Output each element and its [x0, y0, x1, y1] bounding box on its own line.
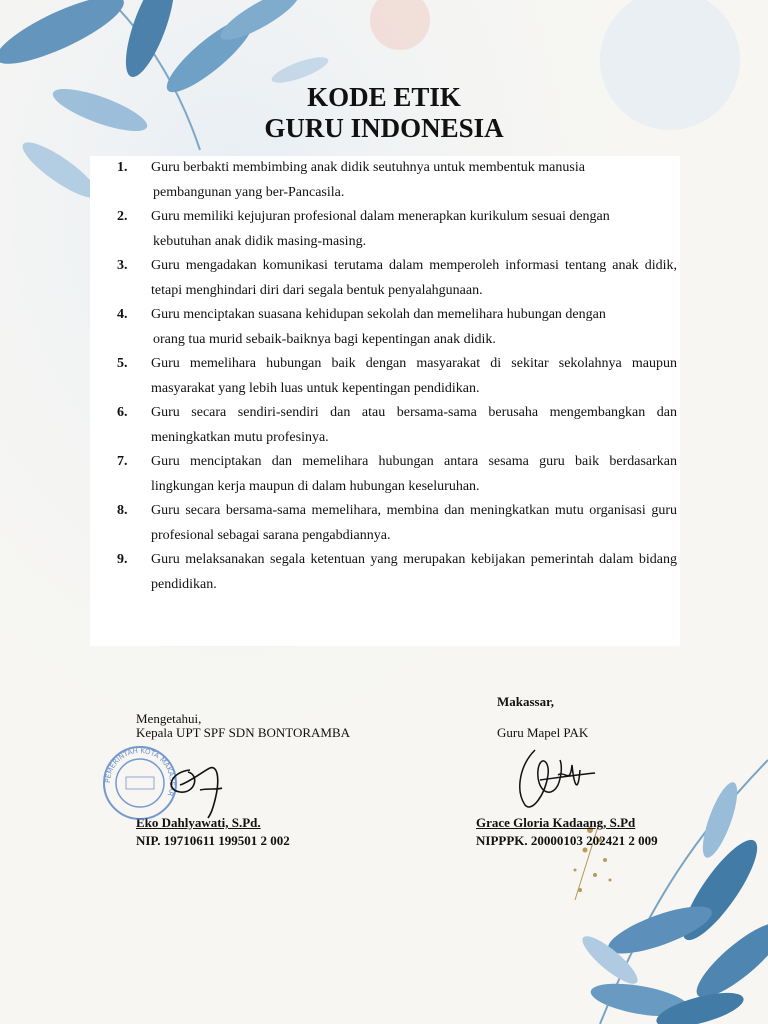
item-text: Guru mengadakan komunikasi terutama dalam memperoleh informasi tentang anak didik, tetapi menghindari diri dari segala bentuk penyalahgunaan.	[151, 258, 677, 298]
item-number: 5.	[117, 356, 128, 371]
list-item	[117, 548, 677, 597]
item-text: Guru menciptakan dan memelihara hubungan antara sesama guru baik berdasarkan lingkungan kerja maupun di dalam hubungan keseluruhan.	[151, 454, 677, 494]
item-text: Guru menciptakan suasana kehidupan sekolah dan memelihara hubungan dengan orang tua murid sebaik-baiknya bagi kepentingan anak didik.	[151, 307, 606, 347]
item-number: 1.	[117, 160, 128, 175]
item-number: 6.	[117, 405, 128, 420]
item-number: 8.	[117, 503, 128, 518]
left-signature-label: Mengetahui,	[136, 711, 202, 726]
list-item	[117, 450, 677, 499]
right-signature-place: Makassar,	[497, 694, 554, 709]
item-text: Guru memiliki kejujuran profesional dalam menerapkan kurikulum sesuai dengan kebutuhan anak didik masing-masing.	[151, 209, 610, 249]
item-number: 2.	[117, 209, 128, 224]
right-signature-role: Guru Mapel PAK	[497, 725, 589, 740]
list-item	[117, 254, 677, 303]
item-number: 9.	[117, 552, 128, 567]
list-item	[117, 401, 677, 450]
left-signature-name: Eko Dahlyawati, S.Pd.	[136, 815, 261, 830]
item-text: Guru secara bersama-sama memelihara, membina dan meningkatkan mutu organisasi guru profesional sebagai sarana pengabdiannya.	[151, 503, 677, 543]
left-handwritten-signature	[160, 760, 230, 820]
list-item	[117, 303, 677, 352]
title-line-1: KODE ETIK	[307, 82, 461, 112]
item-number: 3.	[117, 258, 128, 273]
item-text: Guru berbakti membimbing anak didik seutuhnya untuk membentuk manusia pembangunan yang ber-Pancasila.	[151, 160, 585, 200]
list-item	[117, 352, 677, 401]
item-text: Guru memelihara hubungan baik dengan masyarakat di sekitar sekolahnya maupun masyarakat yang lebih luas untuk kepentingan pendidikan.	[151, 356, 677, 396]
item-number: 7.	[117, 454, 128, 469]
item-text: Guru secara sendiri-sendiri dan atau bersama-sama berusaha mengembangkan dan meningkatkan mutu profesinya.	[151, 405, 677, 445]
right-handwritten-signature	[510, 745, 600, 815]
list-item	[117, 499, 677, 548]
svg-text:PEMERINTAH KOTA MAKASSAR: PEMERINTAH KOTA MAKASSAR	[103, 746, 177, 798]
item-text: Guru melaksanakan segala ketentuan yang merupakan kebijakan pemerintah dalam bidang pendidikan.	[151, 552, 677, 592]
code-of-ethics-list	[117, 156, 677, 597]
list-item	[117, 156, 677, 205]
item-number: 4.	[117, 307, 128, 322]
list-item	[117, 205, 677, 254]
right-signature-name: Grace Gloria Kadaang, S.Pd	[476, 815, 636, 830]
title-line-2: GURU INDONESIA	[264, 113, 504, 143]
left-signature-role: Kepala UPT SPF SDN BONTORAMBA	[136, 725, 351, 740]
page-title	[0, 82, 768, 144]
left-signature-nip: NIP. 19710611 199501 2 002	[136, 833, 290, 848]
right-signature-nip: NIPPPK. 20000103 202421 2 009	[476, 833, 658, 848]
